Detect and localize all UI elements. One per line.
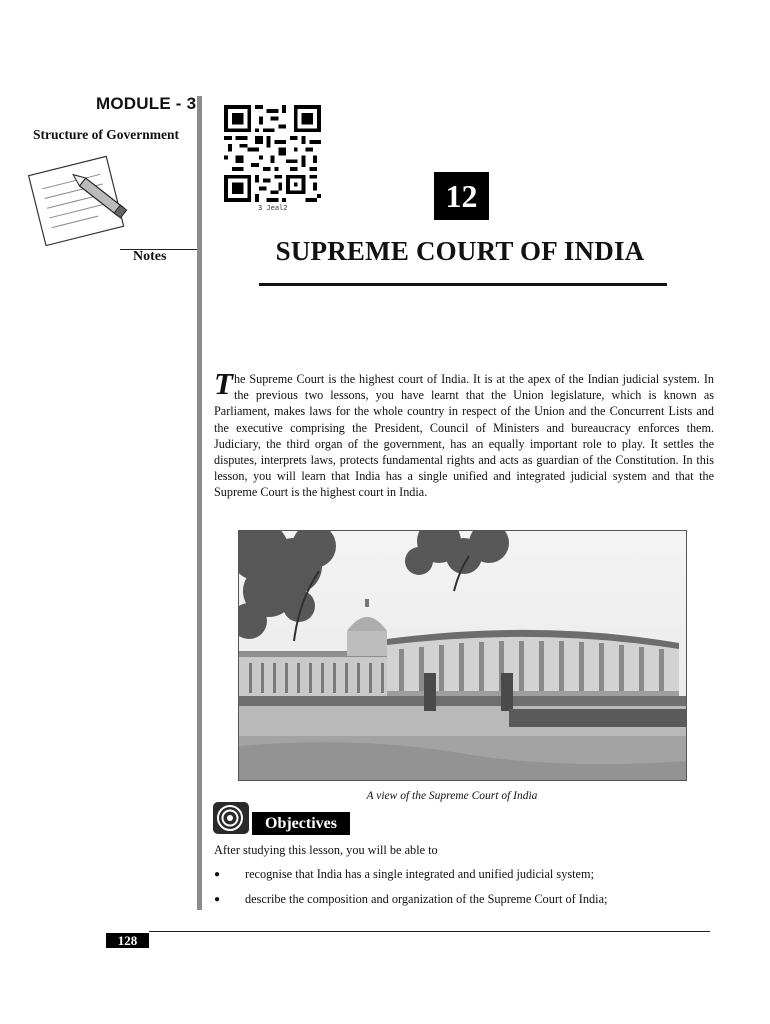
notes-label: Notes bbox=[133, 249, 167, 264]
supreme-court-photo bbox=[238, 530, 687, 781]
chapter-number: 12 bbox=[434, 172, 489, 220]
qr-caption: 3 Jeal2 bbox=[258, 204, 288, 212]
photo-caption: A view of the Supreme Court of India bbox=[366, 790, 538, 802]
footer-rule bbox=[149, 931, 710, 932]
chapter-title: SUPREME COURT OF INDIA bbox=[275, 236, 645, 266]
intro-text: he Supreme Court is the highest court of India. It is at the apex of the Indian judicial system. In the previous two lessons, you have learnt that the Union legislature, which is known as Parliament, makes laws for the whole country in respect of the Union and the Concurrent Lists and the executive comprising the President, Council of Ministers and bureaucracy enforces them. Judiciary, the third organ of the government, has an equally important role to play. It settles the disputes, interprets laws, protects fundamental rights and acts as guardian of the Constitution. In this lesson, you will learn that India has a single unified and integrated judicial system and that the Supreme Court is the highest court in India. bbox=[214, 372, 714, 500]
list-item bbox=[214, 892, 607, 908]
objectives-target-icon bbox=[213, 802, 249, 834]
section-label: Structure of Government bbox=[33, 127, 179, 142]
bullet-icon: ● bbox=[214, 894, 221, 905]
page-number: 128 bbox=[106, 933, 149, 948]
objective-text: recognise that India has a single integrated and unified judicial system; bbox=[245, 867, 594, 881]
objective-text: describe the composition and organization of the Supreme Court of India; bbox=[245, 892, 608, 906]
drop-cap: T bbox=[214, 366, 233, 401]
list-item bbox=[214, 867, 594, 883]
margin-divider bbox=[197, 96, 202, 910]
intro-paragraph bbox=[214, 366, 714, 501]
bullet-icon: ● bbox=[214, 869, 221, 880]
objectives-intro: After studying this lesson, you will be able to bbox=[214, 843, 438, 857]
objectives-heading: Objectives bbox=[252, 812, 350, 835]
module-label: MODULE - 3 bbox=[96, 94, 197, 113]
title-underline bbox=[259, 283, 667, 286]
notepad-pencil-icon bbox=[24, 150, 136, 250]
qr-code-icon[interactable] bbox=[224, 105, 321, 202]
